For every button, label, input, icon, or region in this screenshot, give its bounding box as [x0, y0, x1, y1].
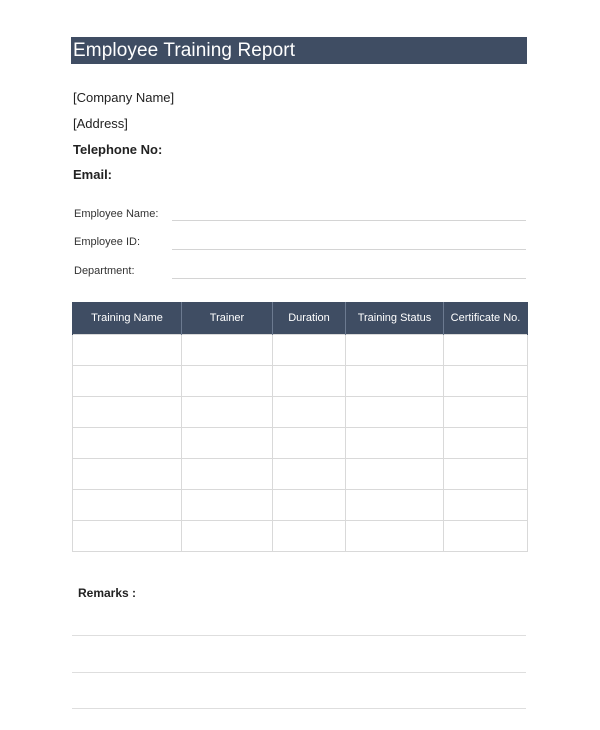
cell-trainer[interactable] [182, 459, 273, 490]
table-row [73, 366, 528, 397]
cell-training-status[interactable] [346, 335, 444, 366]
department-field[interactable] [172, 278, 526, 279]
cell-certificate-no[interactable] [444, 428, 528, 459]
training-table [72, 302, 528, 552]
cell-training-name[interactable] [73, 521, 182, 552]
cell-trainer[interactable] [182, 428, 273, 459]
cell-certificate-no[interactable] [444, 521, 528, 552]
cell-training-status[interactable] [346, 459, 444, 490]
cell-certificate-no[interactable] [444, 335, 528, 366]
header-trainer: Trainer [182, 302, 273, 335]
report-title: Employee Training Report [71, 37, 527, 64]
remarks-line[interactable] [72, 635, 526, 636]
telephone-label: Telephone No: [73, 142, 163, 157]
table-row [73, 521, 528, 552]
cell-training-name[interactable] [73, 428, 182, 459]
employee-id-label: Employee ID: [74, 236, 141, 248]
cell-certificate-no[interactable] [444, 459, 528, 490]
cell-trainer[interactable] [182, 397, 273, 428]
cell-duration[interactable] [273, 459, 346, 490]
cell-duration[interactable] [273, 428, 346, 459]
cell-training-name[interactable] [73, 397, 182, 428]
cell-training-status[interactable] [346, 490, 444, 521]
table-row [73, 428, 528, 459]
table-row [73, 335, 528, 366]
cell-training-status[interactable] [346, 521, 444, 552]
header-training-status: Training Status [346, 302, 444, 335]
table-row [73, 459, 528, 490]
employee-name-label: Employee Name: [74, 208, 159, 220]
table-header-row [73, 302, 528, 335]
table-row [73, 397, 528, 428]
remarks-line[interactable] [72, 708, 526, 709]
cell-trainer[interactable] [182, 521, 273, 552]
cell-trainer[interactable] [182, 335, 273, 366]
cell-training-name[interactable] [73, 335, 182, 366]
cell-duration[interactable] [273, 521, 346, 552]
header-training-name: Training Name [73, 302, 182, 335]
table-row [73, 490, 528, 521]
cell-certificate-no[interactable] [444, 366, 528, 397]
company-name: [Company Name] [73, 90, 175, 105]
remarks-line[interactable] [72, 672, 526, 673]
cell-training-name[interactable] [73, 490, 182, 521]
cell-training-name[interactable] [73, 459, 182, 490]
cell-training-name[interactable] [73, 366, 182, 397]
remarks-label: Remarks : [78, 586, 137, 600]
email-label: Email: [73, 167, 113, 182]
cell-training-status[interactable] [346, 366, 444, 397]
department-label: Department: [74, 265, 135, 277]
cell-duration[interactable] [273, 366, 346, 397]
company-address: [Address] [73, 116, 128, 131]
cell-duration[interactable] [273, 490, 346, 521]
cell-duration[interactable] [273, 397, 346, 428]
employee-id-field[interactable] [172, 249, 526, 250]
cell-certificate-no[interactable] [444, 397, 528, 428]
header-certificate-no: Certificate No. [444, 302, 528, 335]
header-duration: Duration [273, 302, 346, 335]
cell-training-status[interactable] [346, 428, 444, 459]
cell-training-status[interactable] [346, 397, 444, 428]
cell-trainer[interactable] [182, 366, 273, 397]
cell-trainer[interactable] [182, 490, 273, 521]
cell-certificate-no[interactable] [444, 490, 528, 521]
cell-duration[interactable] [273, 335, 346, 366]
employee-name-field[interactable] [172, 220, 526, 221]
